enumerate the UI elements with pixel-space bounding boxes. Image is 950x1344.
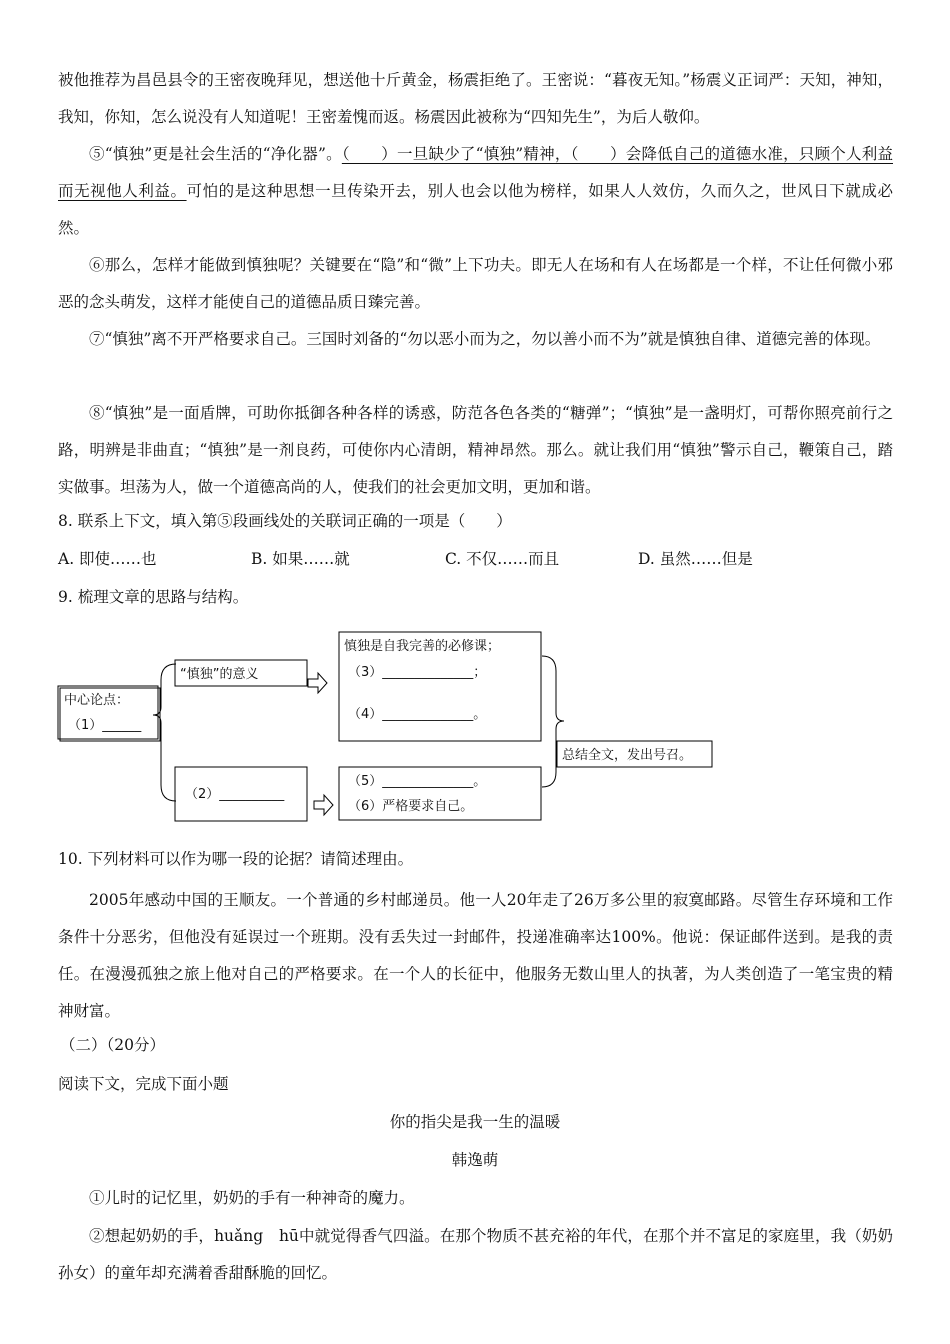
necessity-title: 慎独是自我完善的必修课； [344,639,501,654]
question-8-option-a: A. 即使……也 [58,550,157,568]
paragraph-5-rest: 可怕的是这种思想一旦传染开去，别人也会以他为榜样，如果人人效仿，久而久之，世风日下就成必然。 [58,182,893,237]
blank-5[interactable]: （5）______________。 [348,774,487,789]
summary-label: 总结全文，发出号召。 [562,748,693,763]
paragraph-8: ⑧“慎独”是一面盾牌，可助你抵御各种各样的诱惑，防范各色各类的“糖弹”；“慎独”是一盏明灯，可帮你照亮前行之路，明辨是非曲直；“慎独”是一剂良药，可使你内心清朗，精神昂然。那么。就让我们用“慎独”警示自己，鞭策自己，踏实做事。坦荡为人，做一个道德高尚的人，使我们的社会更加文明，更加和谐。 [58,404,893,496]
question-9-stem: 9. 梳理文章的思路与结构。 [58,588,249,606]
paragraph-5 [58,136,893,247]
blank-1[interactable]: （1）______ [68,718,142,733]
question-8-stem: 8. 联系上下文，填入第⑤段画线处的关联词正确的一项是（ ） [58,512,512,530]
paragraph-6: ⑥那么，怎样才能做到慎独呢？关键要在“隐”和“微”上下功夫。即无人在场和有人在场都是一个样，不让任何微小邪恶的念头萌发，这样才能使自己的道德品质日臻完善。 [58,256,893,311]
blank-3[interactable]: （3）______________； [348,665,487,680]
section-2-heading: （二）（20分） [60,1036,165,1054]
article-paragraph-1: ①儿时的记忆里，奶奶的手有一种神奇的魔力。 [89,1189,415,1207]
meaning-label: “慎独”的意义 [180,667,259,682]
left-bracket [153,664,176,801]
paragraph-7: ⑦“慎独”离不开严格要求自己。三国时刘备的“勿以恶小而为之，勿以善小而不为”就是慎独自律、道德完善的体现。 [89,330,881,348]
article-title: 你的指尖是我一生的温暖 [389,1113,561,1131]
article-author: 韩逸萌 [451,1151,499,1169]
item-6: （6）严格要求自己。 [348,799,474,814]
arrow-1 [308,673,327,693]
paragraph-5-underlined: （ ）一旦缺少了“慎独”精神，（ ）会降低自己的道德水准，只顾个人利益而无视他人利益。 [58,145,893,200]
arrow-2 [314,795,333,815]
paragraph-4-continued: 被他推荐为昌邑县令的王密夜晚拜见，想送他十斤黄金，杨震拒绝了。王密说：“暮夜无知。”杨震义正词严：天知，神知，我知，你知，怎么说没有人知道呢！王密羞愧而返。杨震因此被称为“四知先生”，为后人敬仰。 [58,71,893,126]
question-10-material: 2005年感动中国的王顺友。一个普通的乡村邮递员。他一人20年走了26万多公里的寂寞邮路。尽管生存环境和工作条件十分恶劣，但他没有延误过一个班期。没有丢失过一封邮件，投递准确率达100%。他说：保证邮件送到。是我的责任。在漫漫孤独之旅上他对自己的严格要求。在一个人的长征中，他服务无数山里人的执著，为人类创造了一笔宝贵的精神财富。 [58,891,893,1020]
structure-diagram [0,625,950,830]
question-8-option-d: D. 虽然……但是 [638,550,753,568]
question-10-stem: 10. 下列材料可以作为哪一段的论据？请简述理由。 [58,850,414,868]
diagram-lines [0,625,950,830]
blank-2[interactable]: （2）__________ [185,787,285,802]
question-8-option-c: C. 不仅……而且 [445,550,560,568]
section-2-instruction: 阅读下文，完成下面小题 [58,1075,229,1093]
blank-4[interactable]: （4）______________。 [348,707,487,722]
paragraph-5-lead: ⑤“慎独”更是社会生活的“净化器”。 [89,145,342,163]
thesis-title: 中心论点： [64,693,130,708]
article-paragraph-2: ②想起奶奶的手，huǎng hū中就觉得香气四溢。在那个物质不甚充裕的年代，在那个并不富足的家庭里，我（奶奶孙女）的童年却充满着香甜酥脆的回忆。 [58,1227,893,1282]
question-8-option-b: B. 如果……就 [251,550,350,568]
